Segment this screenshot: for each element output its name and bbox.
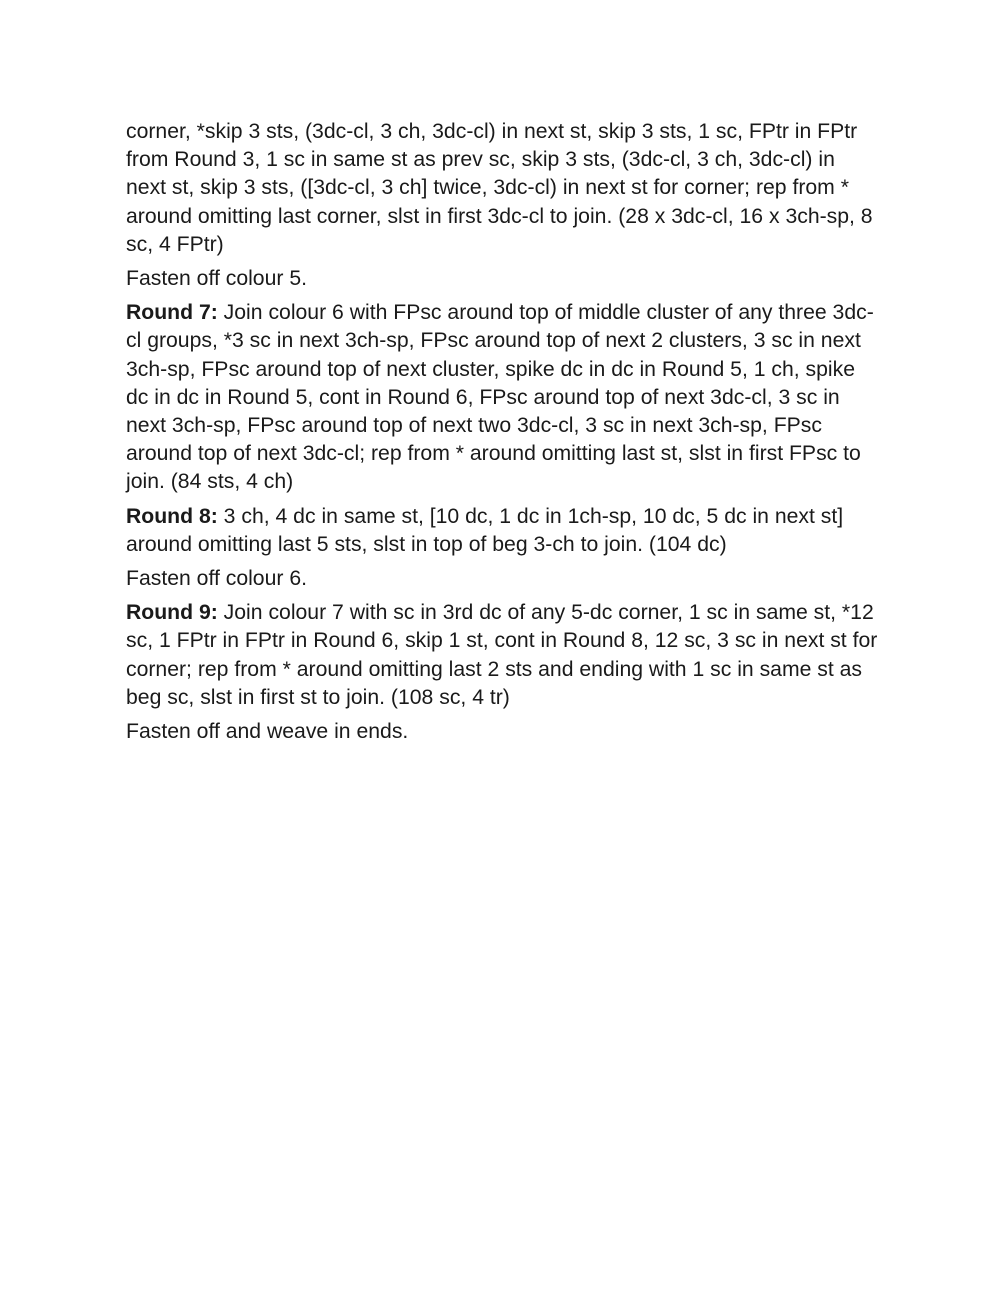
paragraph-text: corner, *skip 3 sts, (3dc-cl, 3 ch, 3dc-cl) in next st, skip 3 sts, 1 sc, FPtr in FPtr from Round 3, 1 sc in same st as prev sc, skip 3 sts, (3dc-cl, 3 ch, 3dc-cl) in next st, skip 3 sts, ([3dc-cl, 3 ch] twice, 3dc-cl) in next st for corner; rep from * around omitting last corner, slst in first 3dc-cl to join. (28 x 3dc-cl, 16 x 3ch-sp, 8 sc, 4 FPtr) (126, 120, 873, 256)
round-9-text: Join colour 7 with sc in 3rd dc of any 5-dc corner, 1 sc in same st, *12 sc, 1 FPtr in FPtr in Round 6, skip 1 st, cont in Round 8, 12 sc, 3 sc in next st for corner; rep from * around omitting last 2 sts and ending with 1 sc in same st as beg sc, slst in first st to join. (108 sc, 4 tr) (126, 601, 878, 709)
paragraph-round-9 (126, 599, 878, 712)
round-7-text: Join colour 6 with FPsc around top of middle cluster of any three 3dc-cl groups, *3 sc in next 3ch-sp, FPsc around top of next 2 clusters, 3 sc in next 3ch-sp, FPsc around top of next cluster, spike dc in dc in Round 5, 1 ch, spike dc in dc in Round 5, cont in Round 6, FPsc around top of next 3dc-cl, 3 sc in next 3ch-sp, FPsc around top of next two 3dc-cl, 3 sc in next 3ch-sp, FPsc around top of next 3dc-cl; rep from * around omitting last st, slst in first FPsc to join. (84 sts, 4 ch) (126, 301, 874, 494)
round-7-label: Round 7: (126, 301, 218, 325)
paragraph-fasten-off-colour-5 (126, 265, 878, 293)
round-9-label: Round 9: (126, 601, 218, 625)
paragraph-round-6-continued (126, 118, 878, 259)
paragraph-fasten-off-colour-6 (126, 565, 878, 593)
round-8-text: 3 ch, 4 dc in same st, [10 dc, 1 dc in 1ch-sp, 10 dc, 5 dc in next st] around omitting last 5 sts, slst in top of beg 3-ch to join. (104 dc) (126, 504, 844, 556)
paragraph-round-8 (126, 503, 878, 559)
paragraph-round-7 (126, 299, 878, 496)
paragraph-text: Fasten off and weave in ends. (126, 720, 409, 744)
pattern-text (126, 118, 878, 752)
paragraph-fasten-off-final (126, 718, 878, 746)
paragraph-text: Fasten off colour 5. (126, 267, 307, 291)
round-8-label: Round 8: (126, 504, 218, 528)
paragraph-text: Fasten off colour 6. (126, 567, 307, 591)
